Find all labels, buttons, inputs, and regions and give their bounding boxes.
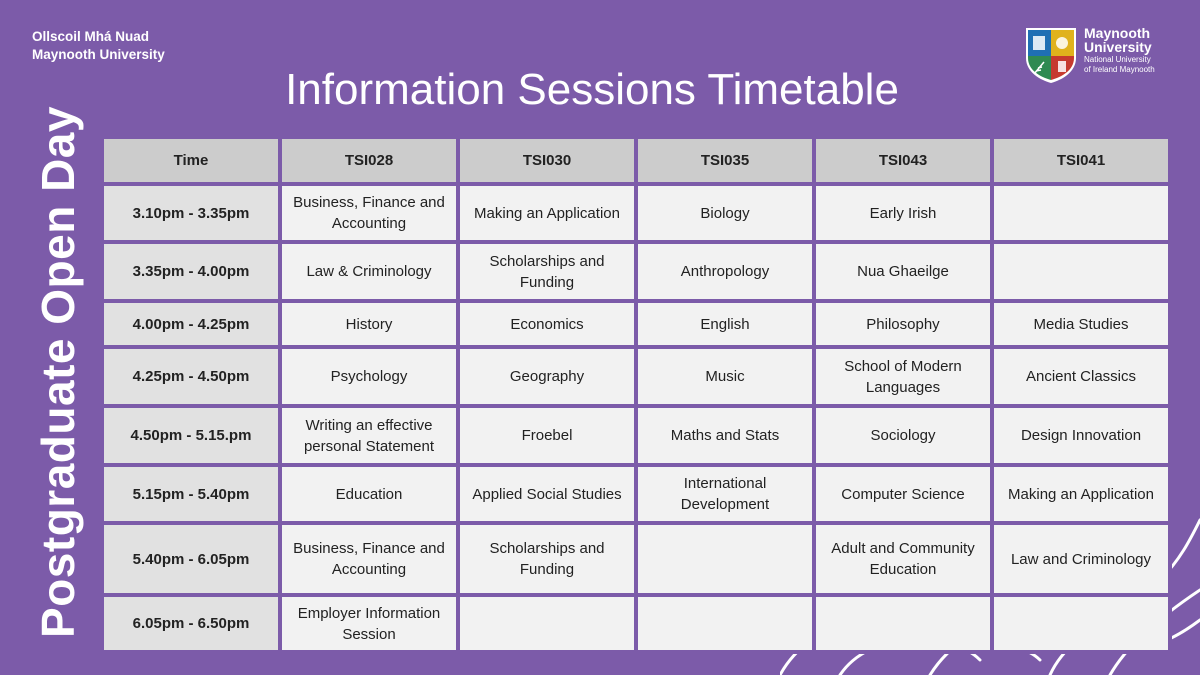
session-cell: History [280, 301, 458, 347]
session-cell: Music [636, 347, 814, 406]
table-row [102, 301, 1170, 347]
logo-subtitle-line2: of Ireland Maynooth [1084, 65, 1155, 74]
session-cell: Adult and Community Education [814, 523, 992, 595]
session-cell: Geography [458, 347, 636, 406]
session-cell [992, 595, 1170, 652]
time-cell: 4.25pm - 4.50pm [102, 347, 280, 406]
session-cell [992, 242, 1170, 301]
session-cell [636, 523, 814, 595]
column-header-time: Time [102, 137, 280, 184]
time-cell: 3.10pm - 3.35pm [102, 184, 280, 242]
session-cell: Economics [458, 301, 636, 347]
session-cell: Philosophy [814, 301, 992, 347]
university-name-english: Maynooth University [32, 47, 165, 62]
time-cell: 4.00pm - 4.25pm [102, 301, 280, 347]
session-cell [814, 595, 992, 652]
side-title [22, 106, 94, 638]
session-cell: Applied Social Studies [458, 465, 636, 523]
crest-icon [1022, 24, 1080, 84]
page-title: Information Sessions Timetable [285, 65, 899, 114]
session-cell: Design Innovation [992, 406, 1170, 465]
university-logo [1022, 24, 1172, 84]
session-cell: Law & Criminology [280, 242, 458, 301]
session-cell: English [636, 301, 814, 347]
time-cell: 3.35pm - 4.00pm [102, 242, 280, 301]
session-cell: Computer Science [814, 465, 992, 523]
session-cell: Employer Information Session [280, 595, 458, 652]
table-row [102, 184, 1170, 242]
table-header-row [102, 137, 1170, 184]
logo-name-line1: Maynooth [1084, 25, 1151, 41]
session-cell: Business, Finance and Accounting [280, 184, 458, 242]
university-name-irish: Ollscoil Mhá Nuad [32, 29, 150, 44]
time-cell: 4.50pm - 5.15.pm [102, 406, 280, 465]
session-cell: School of Modern Languages [814, 347, 992, 406]
time-cell: 6.05pm - 6.50pm [102, 595, 280, 652]
table-row [102, 406, 1170, 465]
side-title-text: Postgraduate Open Day [32, 106, 85, 638]
time-cell: 5.40pm - 6.05pm [102, 523, 280, 595]
session-cell: Psychology [280, 347, 458, 406]
table-row [102, 523, 1170, 595]
session-cell: Nua Ghaeilge [814, 242, 992, 301]
session-cell: Law and Criminology [992, 523, 1170, 595]
column-header-room: TSI028 [280, 137, 458, 184]
session-cell: Anthropology [636, 242, 814, 301]
session-cell: Sociology [814, 406, 992, 465]
logo-text [1084, 26, 1155, 74]
session-cell: Business, Finance and Accounting [280, 523, 458, 595]
session-cell: Early Irish [814, 184, 992, 242]
table-row [102, 242, 1170, 301]
session-cell: Maths and Stats [636, 406, 814, 465]
column-header-room: TSI035 [636, 137, 814, 184]
session-cell: Ancient Classics [992, 347, 1170, 406]
session-cell: Biology [636, 184, 814, 242]
session-cell: Media Studies [992, 301, 1170, 347]
session-cell: Scholarships and Funding [458, 523, 636, 595]
logo-name-line2: University [1084, 39, 1152, 55]
session-cell: Scholarships and Funding [458, 242, 636, 301]
table-row [102, 465, 1170, 523]
session-cell: Making an Application [992, 465, 1170, 523]
session-cell: Froebel [458, 406, 636, 465]
column-header-room: TSI041 [992, 137, 1170, 184]
table-row [102, 595, 1170, 652]
timetable [100, 135, 1172, 654]
column-header-room: TSI030 [458, 137, 636, 184]
session-cell: Making an Application [458, 184, 636, 242]
session-cell: International Development [636, 465, 814, 523]
column-header-room: TSI043 [814, 137, 992, 184]
time-cell: 5.15pm - 5.40pm [102, 465, 280, 523]
session-cell: Education [280, 465, 458, 523]
session-cell [458, 595, 636, 652]
session-cell [636, 595, 814, 652]
session-cell [992, 184, 1170, 242]
table-row [102, 347, 1170, 406]
logo-subtitle-line1: National University [1084, 55, 1151, 64]
session-cell: Writing an effective personal Statement [280, 406, 458, 465]
university-name [32, 28, 165, 64]
